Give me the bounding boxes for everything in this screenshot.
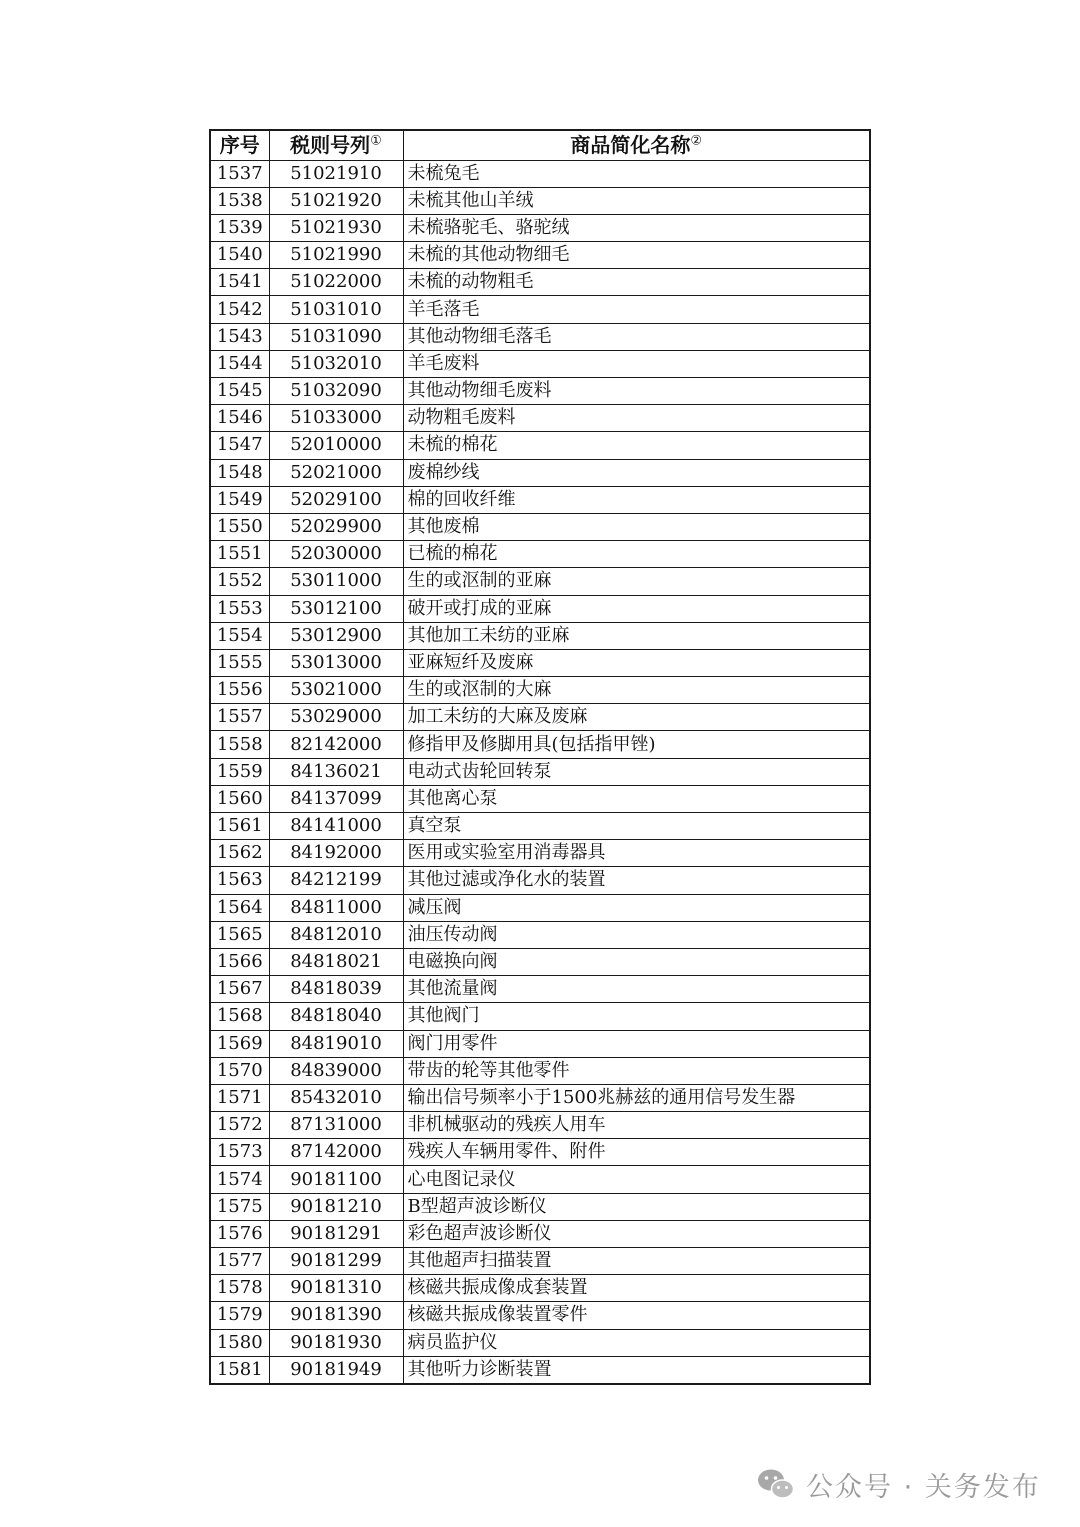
product-name-cell: 羊毛废料	[403, 350, 870, 377]
seq-cell: 1539	[210, 214, 269, 241]
tariff-code-cell: 52010000	[269, 432, 403, 459]
header-row	[210, 130, 870, 160]
product-name-cell: 废棉纱线	[403, 459, 870, 486]
tariff-code-cell: 53013000	[269, 649, 403, 676]
table-row	[210, 1166, 870, 1193]
seq-cell: 1560	[210, 785, 269, 812]
table-body	[210, 160, 870, 1384]
tariff-code-cell: 51021910	[269, 160, 403, 187]
seq-cell: 1543	[210, 323, 269, 350]
tariff-code-cell: 90181210	[269, 1193, 403, 1220]
tariff-code-cell: 84136021	[269, 758, 403, 785]
tariff-code-cell: 51032010	[269, 350, 403, 377]
table-row	[210, 867, 870, 894]
tariff-code-cell: 53029000	[269, 704, 403, 731]
seq-cell: 1540	[210, 242, 269, 269]
tariff-code-cell: 51031090	[269, 323, 403, 350]
seq-cell: 1563	[210, 867, 269, 894]
tariff-code-cell: 84812010	[269, 921, 403, 948]
product-name-cell: 彩色超声波诊断仪	[403, 1220, 870, 1247]
table-row	[210, 350, 870, 377]
product-name-cell: 减压阀	[403, 894, 870, 921]
table-row	[210, 1248, 870, 1275]
table-row	[210, 1112, 870, 1139]
tariff-code-cell: 84818040	[269, 1003, 403, 1030]
tariff-code-cell: 53012900	[269, 622, 403, 649]
tariff-table	[209, 129, 871, 1385]
tariff-code-cell: 51031010	[269, 296, 403, 323]
seq-cell: 1551	[210, 541, 269, 568]
seq-cell: 1549	[210, 486, 269, 513]
table-row	[210, 296, 870, 323]
tariff-code-cell: 87142000	[269, 1139, 403, 1166]
seq-cell: 1566	[210, 948, 269, 975]
tariff-code-cell: 53021000	[269, 677, 403, 704]
tariff-code-cell: 90181949	[269, 1356, 403, 1384]
tariff-code-cell: 51021920	[269, 187, 403, 214]
header-seq	[210, 130, 269, 160]
seq-cell: 1572	[210, 1112, 269, 1139]
product-name-cell: 未梳兔毛	[403, 160, 870, 187]
product-name-cell: 核磁共振成像装置零件	[403, 1302, 870, 1329]
table-row	[210, 649, 870, 676]
tariff-code-cell: 90181299	[269, 1248, 403, 1275]
seq-cell: 1555	[210, 649, 269, 676]
header-code-label: 税则号列	[290, 133, 371, 158]
product-name-cell: 其他加工未纺的亚麻	[403, 622, 870, 649]
table-row	[210, 1356, 870, 1384]
product-name-cell: 电磁换向阀	[403, 948, 870, 975]
seq-cell: 1564	[210, 894, 269, 921]
tariff-code-cell: 84212199	[269, 867, 403, 894]
seq-cell: 1556	[210, 677, 269, 704]
table-row	[210, 486, 870, 513]
product-name-cell: 生的或沤制的亚麻	[403, 568, 870, 595]
seq-cell: 1547	[210, 432, 269, 459]
product-name-cell: 已梳的棉花	[403, 541, 870, 568]
seq-cell: 1544	[210, 350, 269, 377]
product-name-cell: 生的或沤制的大麻	[403, 677, 870, 704]
header-seq-label: 序号	[219, 133, 260, 158]
table-row	[210, 432, 870, 459]
seq-cell: 1550	[210, 513, 269, 540]
table-row	[210, 568, 870, 595]
table-row	[210, 187, 870, 214]
table-row	[210, 242, 870, 269]
product-name-cell: B型超声波诊断仪	[403, 1193, 870, 1220]
product-name-cell: 核磁共振成像成套装置	[403, 1275, 870, 1302]
table-row	[210, 758, 870, 785]
header-name-label: 商品简化名称	[570, 133, 691, 158]
product-name-cell: 其他过滤或净化水的装置	[403, 867, 870, 894]
seq-cell: 1557	[210, 704, 269, 731]
product-name-cell: 其他动物细毛落毛	[403, 323, 870, 350]
tariff-code-cell: 87131000	[269, 1112, 403, 1139]
tariff-code-cell: 51021930	[269, 214, 403, 241]
seq-cell: 1576	[210, 1220, 269, 1247]
header-name-footnote: ②	[690, 133, 703, 149]
seq-cell: 1581	[210, 1356, 269, 1384]
product-name-cell: 未梳的棉花	[403, 432, 870, 459]
table-row	[210, 214, 870, 241]
table-row	[210, 160, 870, 187]
tariff-code-cell: 51021990	[269, 242, 403, 269]
tariff-code-cell: 82142000	[269, 731, 403, 758]
tariff-code-cell: 53011000	[269, 568, 403, 595]
tariff-code-cell: 84818039	[269, 976, 403, 1003]
table-row	[210, 731, 870, 758]
seq-cell: 1545	[210, 378, 269, 405]
table-row	[210, 405, 870, 432]
tariff-code-cell: 84819010	[269, 1030, 403, 1057]
product-name-cell: 其他流量阀	[403, 976, 870, 1003]
tariff-code-cell: 90181310	[269, 1275, 403, 1302]
product-name-cell: 修指甲及修脚用具(包括指甲锉)	[403, 731, 870, 758]
product-name-cell: 棉的回收纤维	[403, 486, 870, 513]
table-row	[210, 1139, 870, 1166]
seq-cell: 1552	[210, 568, 269, 595]
table-row	[210, 785, 870, 812]
tariff-code-cell: 51032090	[269, 378, 403, 405]
product-name-cell: 病员监护仪	[403, 1329, 870, 1356]
seq-cell: 1567	[210, 976, 269, 1003]
table-row	[210, 1329, 870, 1356]
product-name-cell: 其他超声扫描装置	[403, 1248, 870, 1275]
product-name-cell: 油压传动阀	[403, 921, 870, 948]
seq-cell: 1542	[210, 296, 269, 323]
product-name-cell: 阀门用零件	[403, 1030, 870, 1057]
product-name-cell: 其他阀门	[403, 1003, 870, 1030]
product-name-cell: 带齿的轮等其他零件	[403, 1057, 870, 1084]
product-name-cell: 残疾人车辆用零件、附件	[403, 1139, 870, 1166]
seq-cell: 1553	[210, 595, 269, 622]
table-row	[210, 1003, 870, 1030]
product-name-cell: 非机械驱动的残疾人用车	[403, 1112, 870, 1139]
product-name-cell: 动物粗毛废料	[403, 405, 870, 432]
product-name-cell: 其他动物细毛废料	[403, 378, 870, 405]
product-name-cell: 其他离心泵	[403, 785, 870, 812]
seq-cell: 1538	[210, 187, 269, 214]
table-row	[210, 677, 870, 704]
table-row	[210, 1220, 870, 1247]
seq-cell: 1548	[210, 459, 269, 486]
product-name-cell: 未梳骆驼毛、骆驼绒	[403, 214, 870, 241]
tariff-code-cell: 84141000	[269, 813, 403, 840]
product-name-cell: 其他废棉	[403, 513, 870, 540]
tariff-code-cell: 84192000	[269, 840, 403, 867]
table-row	[210, 894, 870, 921]
product-name-cell: 破开或打成的亚麻	[403, 595, 870, 622]
product-name-cell: 未梳的其他动物细毛	[403, 242, 870, 269]
table-row	[210, 513, 870, 540]
tariff-code-cell: 52030000	[269, 541, 403, 568]
tariff-code-cell: 51033000	[269, 405, 403, 432]
seq-cell: 1561	[210, 813, 269, 840]
product-name-cell: 加工未纺的大麻及废麻	[403, 704, 870, 731]
tariff-code-cell: 52029900	[269, 513, 403, 540]
header-code	[269, 130, 403, 160]
seq-cell: 1558	[210, 731, 269, 758]
product-name-cell: 真空泵	[403, 813, 870, 840]
tariff-code-cell: 51022000	[269, 269, 403, 296]
tariff-code-cell: 53012100	[269, 595, 403, 622]
table-row	[210, 976, 870, 1003]
tariff-code-cell: 90181291	[269, 1220, 403, 1247]
tariff-code-cell: 90181930	[269, 1329, 403, 1356]
product-name-cell: 未梳其他山羊绒	[403, 187, 870, 214]
seq-cell: 1554	[210, 622, 269, 649]
seq-cell: 1565	[210, 921, 269, 948]
seq-cell: 1537	[210, 160, 269, 187]
seq-cell: 1579	[210, 1302, 269, 1329]
tariff-code-cell: 84811000	[269, 894, 403, 921]
seq-cell: 1575	[210, 1193, 269, 1220]
wechat-icon	[756, 1467, 796, 1501]
tariff-code-cell: 52029100	[269, 486, 403, 513]
table-row	[210, 1057, 870, 1084]
tariff-code-cell: 84839000	[269, 1057, 403, 1084]
table-row	[210, 704, 870, 731]
seq-cell: 1578	[210, 1275, 269, 1302]
header-code-footnote: ①	[370, 133, 382, 149]
table-row	[210, 622, 870, 649]
seq-cell: 1546	[210, 405, 269, 432]
tariff-code-cell: 90181100	[269, 1166, 403, 1193]
product-name-cell: 输出信号频率小于1500兆赫兹的通用信号发生器	[403, 1084, 870, 1111]
table-header	[210, 130, 870, 160]
watermark	[756, 1462, 1041, 1506]
seq-cell: 1559	[210, 758, 269, 785]
seq-cell: 1574	[210, 1166, 269, 1193]
table-row	[210, 1193, 870, 1220]
table-row	[210, 813, 870, 840]
tariff-code-cell: 90181390	[269, 1302, 403, 1329]
product-name-cell: 其他听力诊断装置	[403, 1356, 870, 1384]
seq-cell: 1568	[210, 1003, 269, 1030]
product-name-cell: 亚麻短纤及废麻	[403, 649, 870, 676]
table-row	[210, 1302, 870, 1329]
tariff-code-cell: 52021000	[269, 459, 403, 486]
table-row	[210, 595, 870, 622]
seq-cell: 1571	[210, 1084, 269, 1111]
table-row	[210, 459, 870, 486]
table-row	[210, 840, 870, 867]
table-row	[210, 1275, 870, 1302]
table-row	[210, 921, 870, 948]
seq-cell: 1580	[210, 1329, 269, 1356]
seq-cell: 1577	[210, 1248, 269, 1275]
tariff-code-cell: 84137099	[269, 785, 403, 812]
seq-cell: 1569	[210, 1030, 269, 1057]
seq-cell: 1573	[210, 1139, 269, 1166]
product-name-cell: 心电图记录仪	[403, 1166, 870, 1193]
table-row	[210, 1030, 870, 1057]
table-row	[210, 541, 870, 568]
table-row	[210, 269, 870, 296]
product-name-cell: 医用或实验室用消毒器具	[403, 840, 870, 867]
header-name	[403, 130, 870, 160]
table-row	[210, 323, 870, 350]
tariff-code-cell: 84818021	[269, 948, 403, 975]
seq-cell: 1570	[210, 1057, 269, 1084]
product-name-cell: 羊毛落毛	[403, 296, 870, 323]
table-row	[210, 948, 870, 975]
watermark-text: 公众号 · 关务发布	[806, 1471, 1041, 1503]
product-name-cell: 电动式齿轮回转泵	[403, 758, 870, 785]
tariff-code-cell: 85432010	[269, 1084, 403, 1111]
product-name-cell: 未梳的动物粗毛	[403, 269, 870, 296]
seq-cell: 1562	[210, 840, 269, 867]
table-row	[210, 378, 870, 405]
table-row	[210, 1084, 870, 1111]
seq-cell: 1541	[210, 269, 269, 296]
